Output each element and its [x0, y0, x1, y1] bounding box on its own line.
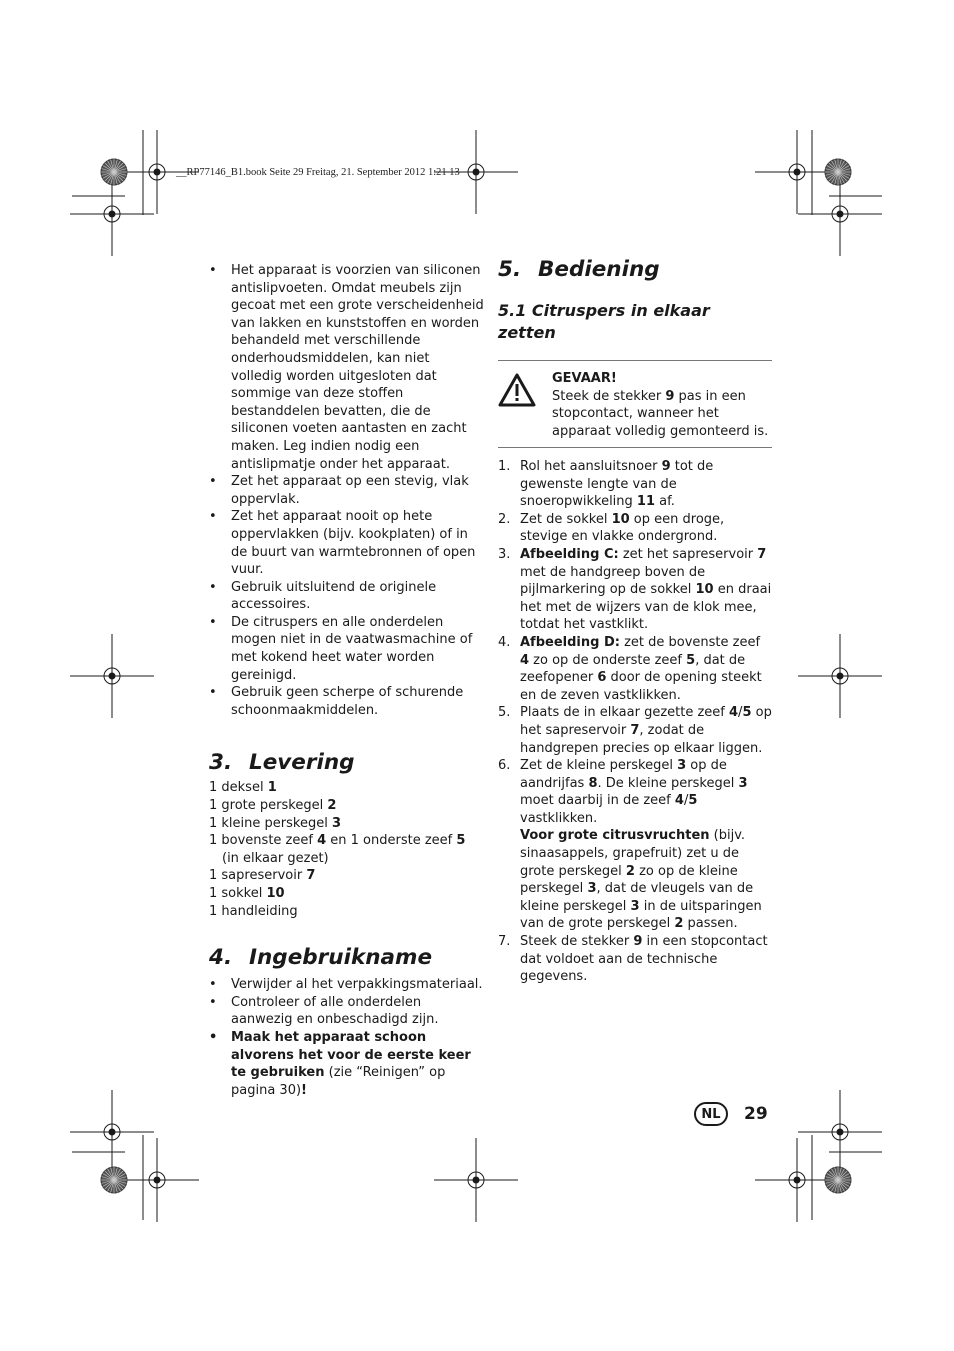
- bullet: •: [209, 474, 217, 490]
- delivery-text: 1 sokkel: [209, 886, 267, 901]
- step-bold-text: 5: [742, 705, 752, 721]
- step-text: tot de gewenste lengte van de snoeropwikkeling: [520, 459, 714, 510]
- danger-warning-box: [498, 360, 772, 448]
- part-number: 5: [456, 833, 466, 849]
- step-text: /: [683, 793, 689, 809]
- step-number: 2.: [498, 511, 511, 527]
- warning-body-pre: Steek de stekker: [552, 388, 666, 404]
- step-item: [498, 511, 772, 546]
- page-footer: [694, 1102, 768, 1126]
- list-item-text: Zet het apparaat nooit op hete oppervlakken (bijv. kookplaten) of in de buurt van warmtebronnen of open vuur.: [231, 509, 476, 578]
- step-bold-text: Voor grote citrusvruchten: [520, 828, 710, 844]
- part-number: 10: [266, 886, 285, 901]
- step-bold-text: 11: [636, 494, 656, 510]
- section-title: Levering: [249, 750, 355, 776]
- step-bold-text: 9: [661, 459, 671, 474]
- part-number: 4: [317, 833, 327, 849]
- step-text: , dat de vleugels van de kleine perskegel: [520, 881, 754, 914]
- step-bold-text: 2: [674, 916, 684, 932]
- step-text: door de opening steekt en de zeven vastklikken.: [520, 670, 762, 703]
- step-number: 1.: [498, 459, 511, 474]
- step-bold-text: 4: [674, 793, 684, 809]
- clean-first-bullet: [209, 1029, 484, 1099]
- warning-triangle-icon: [498, 373, 536, 407]
- list-item: [209, 262, 484, 473]
- left-column: [209, 262, 484, 1099]
- step-text: , dat de zeefopener: [520, 652, 746, 686]
- print-header: __RP77146_B1.book Seite 29 Freitag, 21. September 2012 1:21 13: [176, 167, 460, 178]
- normal-text: (zie “Reinigen” op pagina 30): [231, 1065, 446, 1098]
- delivery-item: [209, 903, 484, 921]
- delivery-text: 1 handleiding: [209, 903, 298, 919]
- step-number: 7.: [498, 934, 511, 950]
- section-heading-bediening: [498, 256, 772, 284]
- step-bold-text: 7: [757, 546, 767, 562]
- part-number: 7: [306, 868, 316, 884]
- step-text: op het sapreservoir: [520, 705, 772, 738]
- step-bold-text: 8: [588, 775, 598, 791]
- delivery-text: 1 kleine perskegel: [209, 815, 332, 831]
- step-text: af.: [655, 494, 675, 510]
- section-number: 3.: [209, 750, 233, 776]
- bullet: •: [209, 977, 217, 993]
- step-text: , zodat de handgrepen precies op elkaar liggen.: [520, 722, 763, 756]
- language-badge: NL: [694, 1102, 728, 1126]
- bullet: •: [209, 685, 217, 701]
- step-text: zet de bovenste zeef: [619, 634, 761, 650]
- step-bold-text: 5: [688, 793, 698, 809]
- delivery-item: [209, 779, 484, 797]
- delivery-text: 1 grote perskegel: [209, 798, 328, 814]
- section-heading-ingebruikname: [209, 944, 484, 972]
- step-bold-text: Afbeelding D:: [520, 634, 620, 650]
- step-text: Steek de stekker: [520, 934, 634, 950]
- step-item: [498, 546, 772, 634]
- list-item-text: Controleer of alle onderdelen aanwezig en onbeschadigd zijn.: [231, 994, 439, 1028]
- step-bold-text: 3: [738, 775, 748, 791]
- step-bold-text: 3: [630, 898, 640, 914]
- section-title: Bediening: [538, 257, 660, 282]
- right-column: [498, 256, 772, 986]
- step-item: [498, 634, 772, 704]
- list-item-text: Gebruik uitsluitend de originele accessoires.: [231, 579, 437, 613]
- step-text: in de uitsparingen van de grote perskegel: [520, 898, 762, 932]
- delivery-item: [209, 815, 484, 833]
- bullet: •: [209, 509, 217, 525]
- step-text: en draai het met de wijzers van de klok mee, totdat het vastklikt.: [520, 582, 772, 633]
- step-text: in een stopcontact dat voldoet aan de technische gegevens.: [520, 934, 768, 985]
- step-text: met de handgreep boven de pijlmarkering op de sokkel: [520, 564, 706, 598]
- section-title: Ingebruikname: [249, 945, 433, 971]
- bullet: •: [209, 263, 217, 278]
- step-number: 5.: [498, 705, 511, 721]
- part-number: 1: [267, 780, 277, 796]
- setup-bullet-list: [209, 976, 484, 1029]
- delivery-text: en 1 onderste zeef: [326, 833, 457, 849]
- list-item-text: De citruspers en alle onderdelen mogen niet in de vaatwasmachine of met kokend heet water worden gereinigd.: [231, 614, 473, 683]
- step-bold-text: 3: [587, 881, 597, 897]
- step-text: op een droge, stevige en vlakke ondergrond.: [520, 511, 725, 545]
- step-text: (bijv. sinaasappels, grapefruit) zet u de grote perskegel: [520, 828, 746, 879]
- step-text: Zet de sokkel: [520, 511, 612, 527]
- bullet: •: [209, 994, 217, 1010]
- step-bold-text: 3: [677, 758, 687, 774]
- list-item: [209, 508, 484, 578]
- step-bold-text: 10: [611, 511, 630, 527]
- step-number: 6.: [498, 758, 511, 774]
- step-bold-text: 7: [630, 722, 640, 738]
- subsection-heading: 5.1 Citruspers in elkaar zetten: [498, 301, 710, 342]
- list-item-text: Zet het apparaat op een stevig, vlak oppervlak.: [231, 474, 469, 507]
- list-item-text: Het apparaat is voorzien van siliconen antislipvoeten. Omdat meubels zijn gecoat met een grote verscheidenheid van lakken en kunststoffen en worden behandeld met verschillende onderhoudsmiddelen, kan niet volledig worden uitgesloten dat sommige van deze stoffen bestanddelen bevatten, die de siliconen voeten aantasten en zacht maken. Leg indien nodig een antislipmatje onder het apparaat.: [231, 263, 484, 472]
- part-number: 3: [331, 815, 341, 831]
- assembly-steps-list: [498, 458, 772, 986]
- step-number: 3.: [498, 546, 511, 562]
- step-item: [498, 933, 772, 986]
- warning-text: [552, 370, 772, 440]
- delivery-item: [209, 832, 484, 867]
- step-bold-text: Afbeelding C:: [520, 546, 619, 562]
- bullet: •: [209, 614, 217, 630]
- step-bold-text: 5: [686, 652, 696, 668]
- step-bold-text: 6: [597, 670, 607, 686]
- warning-body-ref: 9: [665, 388, 675, 404]
- step-text: zet het sapreservoir: [618, 546, 758, 562]
- delivery-text: 1 deksel: [209, 780, 268, 796]
- step-text: Rol het aansluitsnoer: [520, 459, 662, 474]
- safety-bullet-list: [209, 262, 484, 719]
- delivery-text: 1 bovenste zeef: [209, 833, 318, 849]
- delivery-list: [209, 779, 484, 920]
- step-text: vastklikken.: [520, 810, 598, 826]
- step-text: op de aandrijfas: [520, 758, 727, 791]
- page-number: 29: [744, 1104, 768, 1124]
- warning-title: GEVAAR!: [552, 371, 617, 386]
- step-bold-text: 10: [695, 582, 714, 598]
- step-text: passen.: [683, 916, 738, 932]
- delivery-item: [209, 867, 484, 885]
- step-bold-text: 4: [520, 652, 530, 668]
- step-bold-text: 2: [625, 863, 635, 879]
- step-number: 4.: [498, 634, 511, 650]
- list-item: [209, 473, 484, 508]
- delivery-item: [209, 797, 484, 815]
- warning-body-post: pas in een stopcontact, wanneer het apparaat volledig gemonteerd is.: [552, 388, 769, 439]
- end-mark: !: [301, 1082, 307, 1098]
- step-item: [498, 757, 772, 933]
- section-heading-levering: [209, 749, 484, 777]
- delivery-text: 1 sapreservoir: [209, 868, 307, 884]
- step-bold-text: 9: [633, 934, 643, 950]
- step-text: /: [738, 705, 743, 721]
- section-number: 4.: [209, 945, 233, 971]
- list-item-text: Gebruik geen scherpe of schurende schoonmaakmiddelen.: [231, 685, 464, 718]
- list-item: [209, 976, 484, 994]
- part-number: 2: [327, 798, 337, 814]
- section-number: 5.: [498, 257, 522, 282]
- bold-text: Maak het apparaat schoon alvorens het voor de eerste keer te gebruiken: [231, 1029, 471, 1081]
- step-text: Plaats de in elkaar gezette zeef: [520, 705, 729, 721]
- step-text: moet daarbij in de zeef: [520, 793, 675, 809]
- bullet: •: [209, 1029, 218, 1045]
- list-item: [209, 994, 484, 1029]
- step-bold-text: 4: [729, 705, 739, 721]
- step-text: zo op de kleine perskegel: [520, 863, 738, 897]
- step-text: Zet de kleine perskegel: [520, 758, 678, 774]
- bullet: •: [209, 579, 217, 595]
- list-item: [209, 614, 484, 684]
- delivery-item: [209, 885, 484, 903]
- step-text: . De kleine perskegel: [597, 775, 739, 791]
- step-item: [498, 458, 772, 511]
- list-item: [209, 1029, 484, 1099]
- warning-body: [552, 388, 772, 441]
- list-item: [209, 579, 484, 614]
- delivery-text: (in elkaar gezet): [222, 850, 329, 866]
- list-item: [209, 684, 484, 719]
- step-item: [498, 704, 772, 757]
- step-text: zo op de onderste zeef: [529, 652, 687, 668]
- list-item-text: Verwijder al het verpakkingsmateriaal.: [231, 977, 483, 993]
